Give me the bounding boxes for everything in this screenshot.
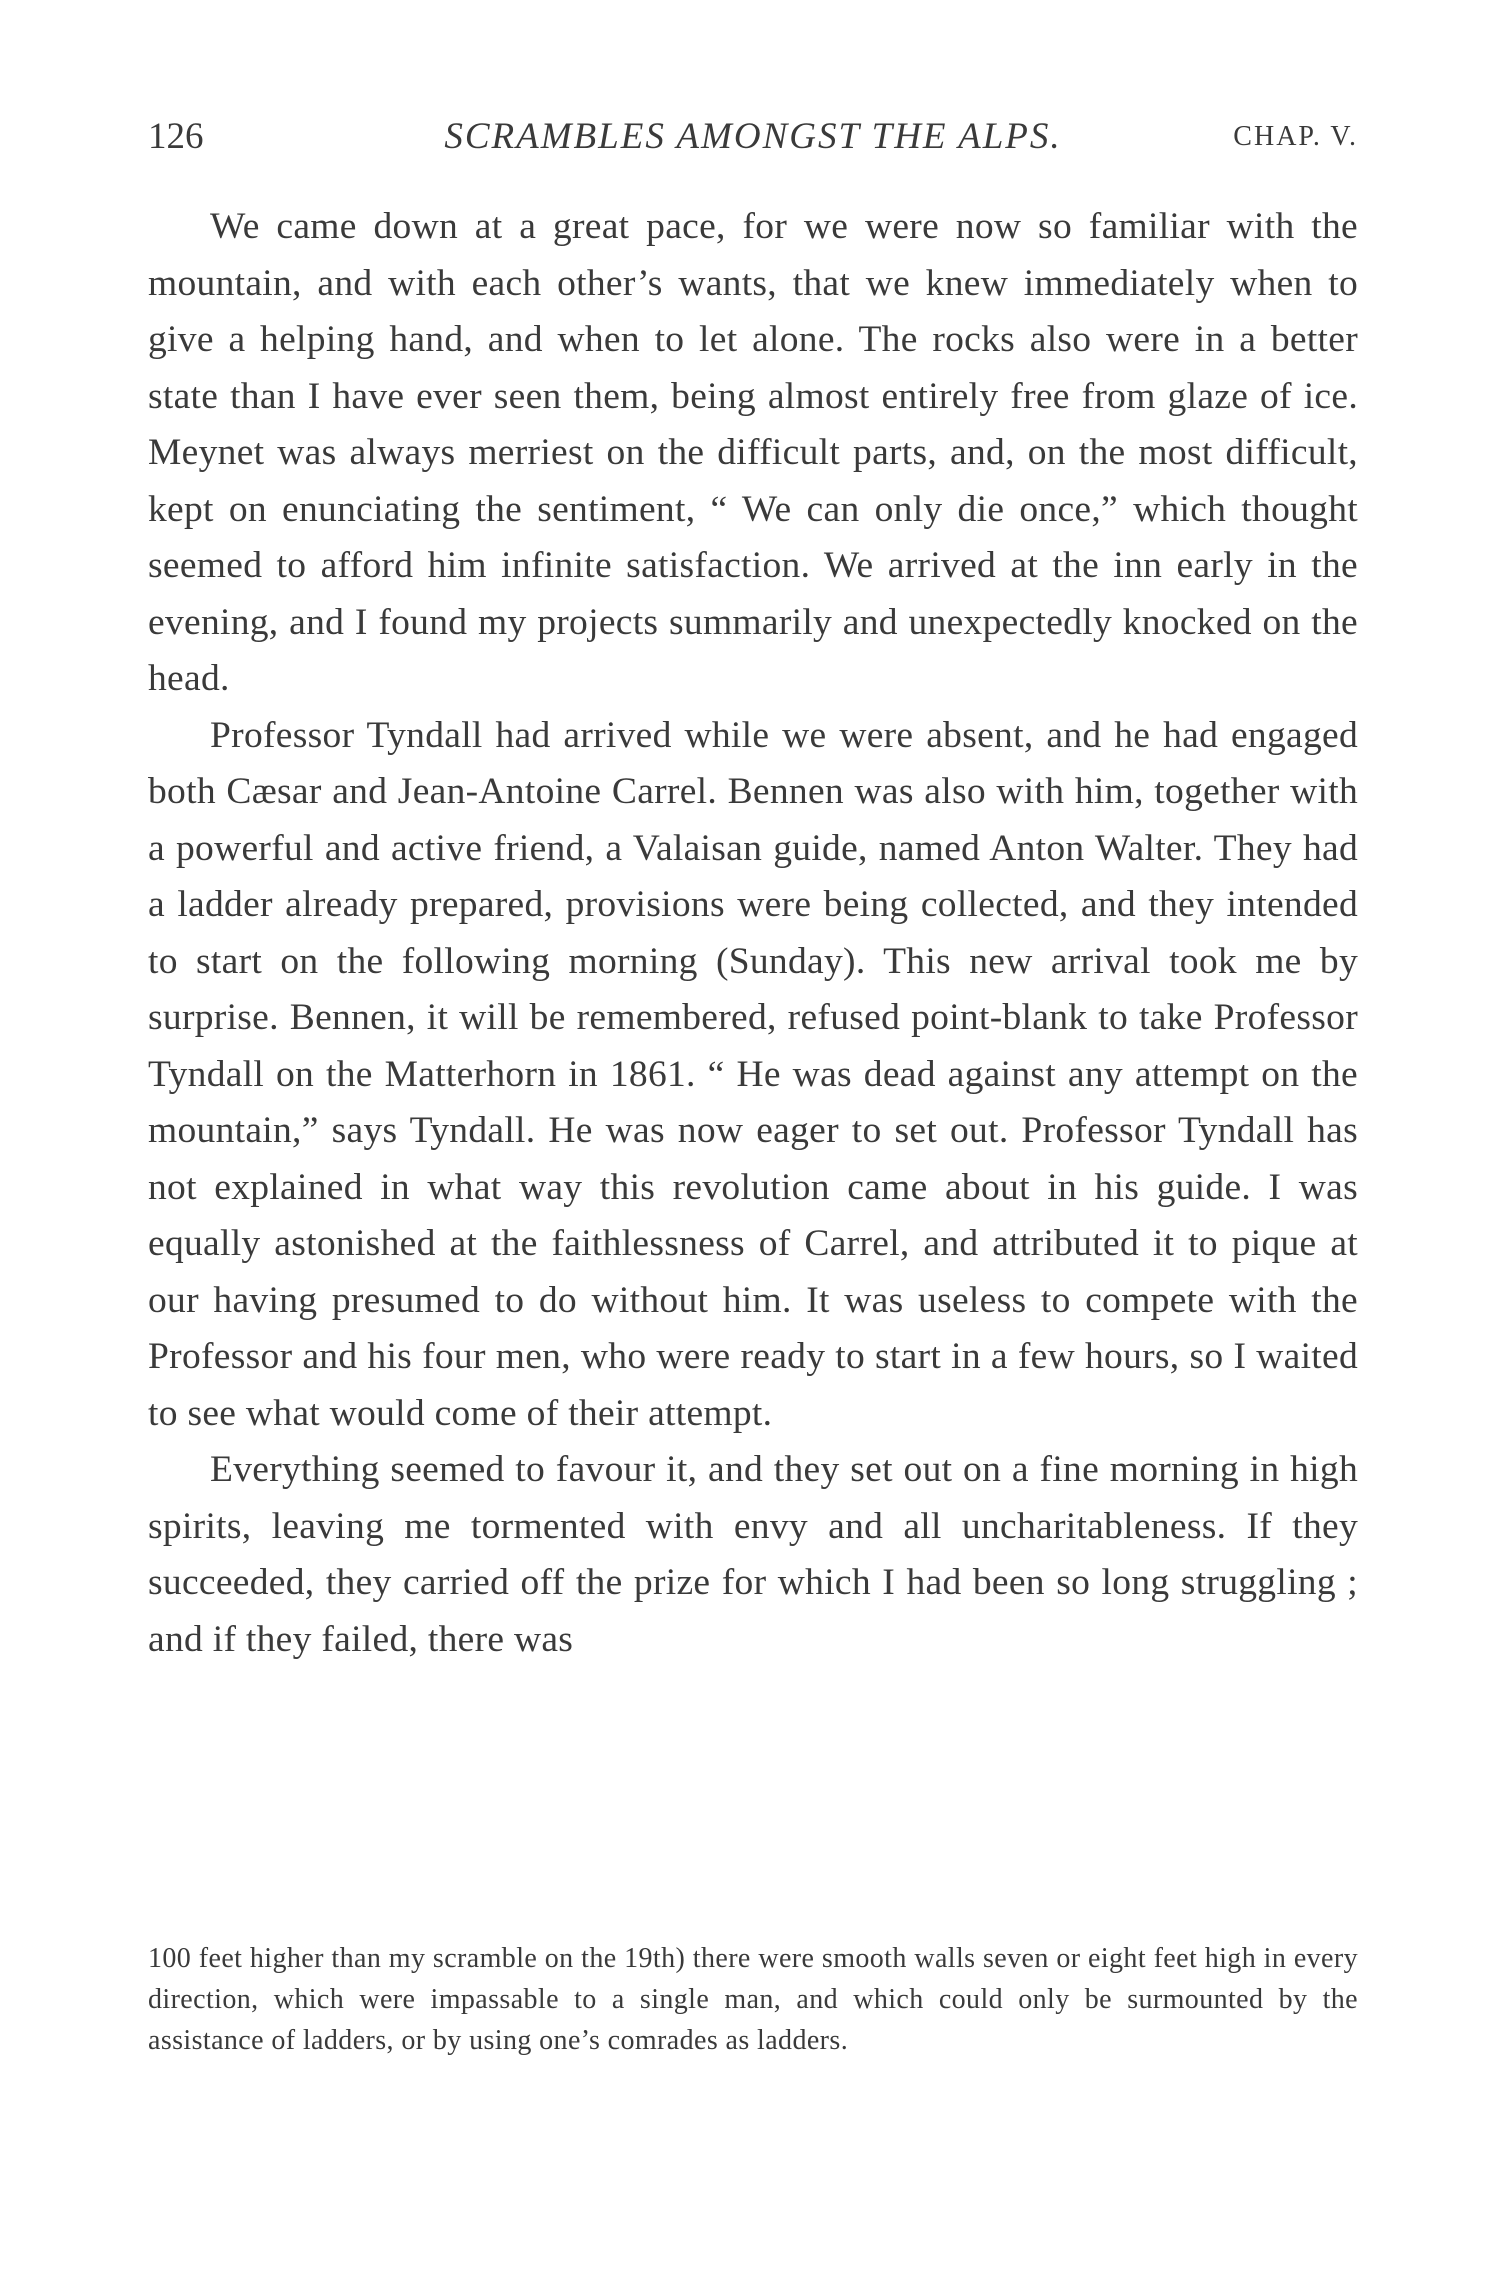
chapter-reference: CHAP. V. xyxy=(1233,121,1358,152)
paragraph-tyndall-arrival: Professor Tyndall had arrived while we were absent, and he had engaged both Cæsar and Jean-Antoine Carrel. Bennen was also with him, together with a powerful and active friend, a Valaisan guide, named Anton Walter. They had a ladder already prepared, provisions were being collected, and they intended to start on the following morning (Sunday). This new arrival took me by surprise. Bennen, it will be remembered, refused point-blank to take Professor Tyndall on the Matterhorn in 1861. “ He was dead against any attempt on the mountain,” says Tyndall. He was now eager to set out. Professor Tyndall has not explained in what way this revolution came about in his guide. I was equally astonished at the faithlessness of Carrel, and attributed it to pique at our having presumed to do without him. It was useless to compete with the Professor and his four men, who were ready to start in a few hours, so I waited to see what would come of their attempt. xyxy=(148,714,1358,1434)
running-title: SCRAMBLES AMONGST THE ALPS. xyxy=(444,116,1062,157)
paragraph-departure: Everything seemed to favour it, and they set out on a fine morning in high spirits, leaving me tormented with envy and all uncharitableness. If they succeeded, they carried off the prize for which I had been so long struggling ; and if they failed, there was xyxy=(148,1449,1358,1660)
paragraph-descent: We came down at a great pace, for we were now so familiar with the mountain, and with each other’s wants, that we knew immediately when to give a helping hand, and when to let alone. The rocks also were in a better state than I have ever seen them, being almost entirely free from glaze of ice. Meynet was always merriest on the difficult parts, and, on the most difficult, kept on enunciating the sentiment, “ We can only die once,” which thought seemed to afford him infinite satisfaction. We arrived at the inn early in the evening, and I found my projects summarily and unexpectedly knocked on the head. xyxy=(148,206,1358,699)
running-head xyxy=(148,112,1358,162)
footnote xyxy=(148,1938,1358,2061)
body-text xyxy=(148,199,1358,1668)
footnote-text: 100 feet higher than my scramble on the 19th) there were smooth walls seven or eight feet high in every direction, which were impassable to a single man, and which could only be surmounted by the assistance of ladders, or by using one’s comrades as ladders. xyxy=(148,1943,1358,2056)
page-number: 126 xyxy=(148,116,204,157)
